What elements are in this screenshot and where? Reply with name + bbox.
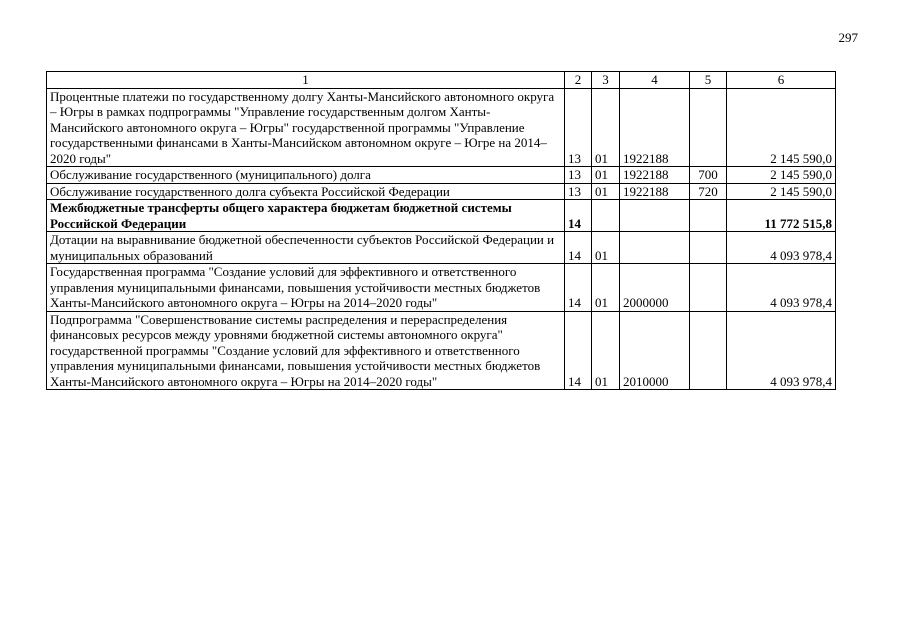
- cell-name: Подпрограмма "Совершенствование системы распределения и перераспределения финансовых ресурсов между уровнями бюджетной системы автономного округа" государственной программы "Создание условий для эффективного и ответственного управления муниципальными финансами, повышения устойчивости местных бюджетов Ханты-Мансийского автономного округа – Югры на 2014–2020 годы": [47, 311, 565, 390]
- cell-code: [620, 232, 690, 264]
- cell-section: 14: [565, 311, 592, 390]
- cell-type: [690, 311, 727, 390]
- cell-code: 2010000: [620, 311, 690, 390]
- cell-subsection: [592, 200, 620, 232]
- cell-amount: 4 093 978,4: [727, 311, 836, 390]
- cell-subsection: 01: [592, 183, 620, 200]
- cell-name: Обслуживание государственного (муниципального) долга: [47, 167, 565, 184]
- table-row: [47, 183, 836, 200]
- table-row: [47, 311, 836, 390]
- cell-name: Дотации на выравнивание бюджетной обеспеченности субъектов Российской Федерации и муниципальных образований: [47, 232, 565, 264]
- cell-section: 14: [565, 232, 592, 264]
- cell-section: 13: [565, 183, 592, 200]
- budget-table: [46, 71, 836, 390]
- cell-code: 2000000: [620, 264, 690, 312]
- cell-subsection: 01: [592, 88, 620, 167]
- column-header-code: 4: [620, 72, 690, 89]
- cell-code: 1922188: [620, 167, 690, 184]
- table-header-row: [47, 72, 836, 89]
- cell-name: Государственная программа "Создание условий для эффективного и ответственного управления муниципальными финансами, повышения устойчивости местных бюджетов Ханты-Мансийского автономного округа – Югры на 2014–2020 годы": [47, 264, 565, 312]
- column-header-subsection: 3: [592, 72, 620, 89]
- cell-code: 1922188: [620, 88, 690, 167]
- cell-type: [690, 88, 727, 167]
- cell-type: 700: [690, 167, 727, 184]
- column-header-name: 1: [47, 72, 565, 89]
- cell-code: 1922188: [620, 183, 690, 200]
- cell-name: Обслуживание государственного долга субъекта Российской Федерации: [47, 183, 565, 200]
- cell-subsection: 01: [592, 167, 620, 184]
- page-number: 297: [838, 30, 858, 45]
- table-row: [47, 88, 836, 167]
- cell-type: [690, 264, 727, 312]
- cell-amount: 2 145 590,0: [727, 88, 836, 167]
- cell-name: Процентные платежи по государственному долгу Ханты-Мансийского автономного округа – Югры в рамках подпрограммы "Управление государственным долгом Ханты-Мансийского автономного округа – Югры" государственной программы "Управление государственными финансами в Ханты-Мансийском автономном округе – Югре на 2014–2020 годы": [47, 88, 565, 167]
- cell-subsection: 01: [592, 264, 620, 312]
- cell-subsection: 01: [592, 232, 620, 264]
- cell-section: 13: [565, 88, 592, 167]
- cell-type: 720: [690, 183, 727, 200]
- column-header-section: 2: [565, 72, 592, 89]
- cell-section: 14: [565, 200, 592, 232]
- cell-subsection: 01: [592, 311, 620, 390]
- cell-type: [690, 232, 727, 264]
- cell-amount: 2 145 590,0: [727, 183, 836, 200]
- table-row: [47, 232, 836, 264]
- cell-name: Межбюджетные трансферты общего характера бюджетам бюджетной системы Российской Федерации: [47, 200, 565, 232]
- table-row: [47, 264, 836, 312]
- cell-section: 13: [565, 167, 592, 184]
- table-row: [47, 167, 836, 184]
- cell-amount: 2 145 590,0: [727, 167, 836, 184]
- cell-code: [620, 200, 690, 232]
- column-header-type: 5: [690, 72, 727, 89]
- cell-amount: 4 093 978,4: [727, 264, 836, 312]
- cell-amount: 11 772 515,8: [727, 200, 836, 232]
- cell-amount: 4 093 978,4: [727, 232, 836, 264]
- cell-section: 14: [565, 264, 592, 312]
- table-row-total: [47, 200, 836, 232]
- cell-type: [690, 200, 727, 232]
- column-header-amount: 6: [727, 72, 836, 89]
